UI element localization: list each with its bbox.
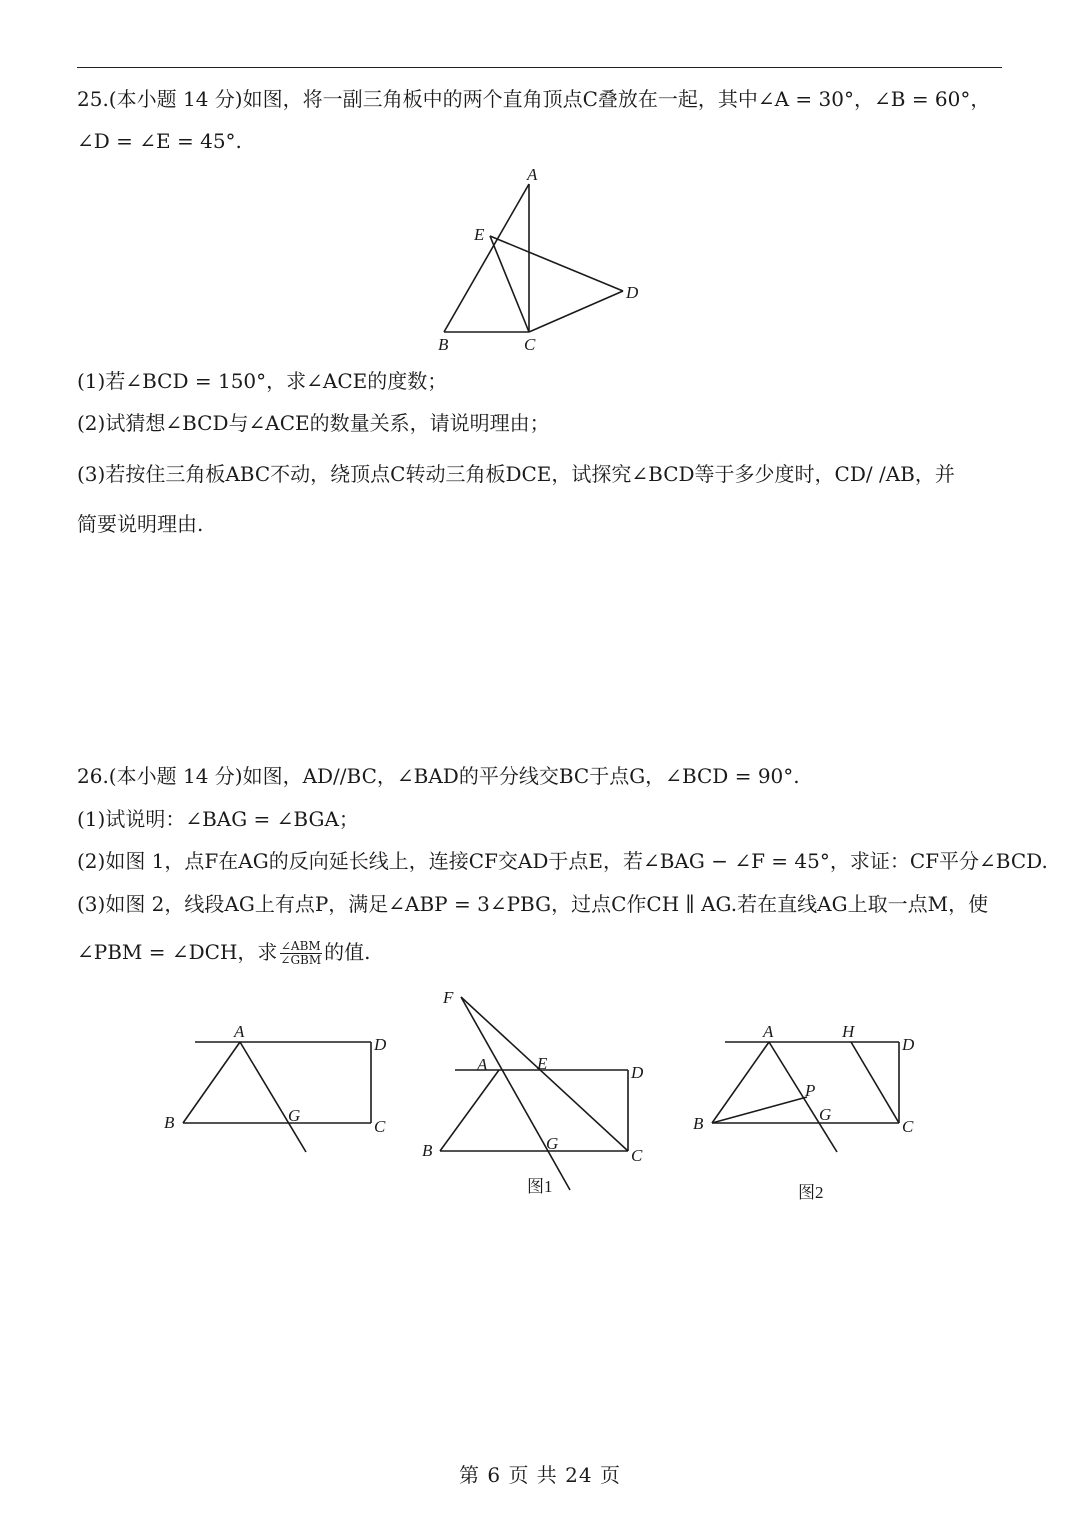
segment-FC [461, 997, 628, 1151]
q26-part2: (2)如图 1，点F在AG的反向延长线上，连接CF交AD于点E，若∠BAG − ∠F = 45°，求证：CF平分∠BCD. [77, 849, 1048, 873]
label-A: A [234, 1022, 245, 1041]
edge-AB [440, 1070, 499, 1151]
figure-2-caption: 图2 [798, 1183, 824, 1202]
q26-part3-post: 的值. [324, 940, 371, 964]
label-G: G [288, 1106, 301, 1125]
edge-CD [529, 291, 623, 332]
label-F: F [443, 988, 454, 1007]
label-H: H [842, 1022, 855, 1041]
q26-part1: (1)试说明：∠BAG = ∠BGA； [77, 807, 359, 831]
edge-AB [444, 184, 529, 332]
edge-AB [712, 1042, 769, 1123]
label-B: B [693, 1114, 704, 1133]
label-P: P [805, 1081, 816, 1100]
angle-fraction [279, 940, 322, 967]
label-D: D [626, 283, 639, 302]
edge-ED [490, 236, 623, 291]
label-D: D [902, 1035, 915, 1054]
fraction-denominator: ∠GBM [280, 953, 322, 967]
ray-AG [769, 1042, 837, 1152]
label-B: B [438, 335, 449, 354]
q26-stem: 26.(本小题 14 分)如图，AD//BC，∠BAD的平分线交BC于点G，∠BCD = 90°. [77, 764, 800, 788]
q26-figure-1 [415, 980, 660, 1205]
q25-figure [430, 160, 660, 360]
q26-figure-2 [685, 1015, 930, 1210]
ray-AG [240, 1042, 306, 1152]
label-C: C [374, 1117, 386, 1136]
segment-BP [712, 1097, 807, 1123]
label-E: E [474, 225, 485, 244]
q25-part2: (2)试猜想∠BCD与∠ACE的数量关系，请说明理由； [77, 411, 550, 435]
label-C: C [631, 1146, 643, 1165]
q25-part3: (3)若按住三角板ABC不动，绕顶点C转动三角板DCE，试探究∠BCD等于多少度时，CD/ /AB，并 [77, 462, 955, 486]
q26-part3: (3)如图 2，线段AG上有点P，满足∠ABP = 3∠PBG，过点C作CH ∥ AG.若在直线AG上取一点M，使 [77, 892, 989, 916]
fraction-numerator: ∠ABM [280, 939, 321, 953]
q26-figure-main [155, 1015, 400, 1165]
segment-HC [851, 1042, 899, 1123]
label-B: B [422, 1141, 433, 1160]
label-A: A [477, 1055, 488, 1074]
label-D: D [374, 1035, 387, 1054]
figure-1-caption: 图1 [527, 1177, 553, 1196]
label-A: A [763, 1022, 774, 1041]
label-A: A [527, 165, 538, 184]
label-C: C [524, 335, 536, 354]
line-FG [461, 997, 570, 1190]
q26-part3-pre: ∠PBM = ∠DCH，求 [77, 940, 278, 964]
page-footer: 第 6 页 共 24 页 [459, 1463, 621, 1487]
label-B: B [164, 1113, 175, 1132]
label-D: D [631, 1063, 644, 1082]
q25-part3-cont: 简要说明理由. [77, 512, 204, 536]
label-C: C [902, 1117, 914, 1136]
q25-stem-line2: ∠D = ∠E = 45°. [77, 129, 242, 153]
header-rule [77, 67, 1002, 68]
edge-AB [183, 1042, 240, 1123]
q26-part3-cont [77, 938, 371, 967]
q25-stem-line1: 25.(本小题 14 分)如图，将一副三角板中的两个直角顶点C叠放在一起，其中∠A = 30°，∠B = 60°， [77, 87, 991, 111]
label-E: E [537, 1054, 548, 1073]
q25-part1: (1)若∠BCD = 150°，求∠ACE的度数； [77, 369, 448, 393]
label-G: G [819, 1105, 832, 1124]
label-G: G [546, 1134, 559, 1153]
